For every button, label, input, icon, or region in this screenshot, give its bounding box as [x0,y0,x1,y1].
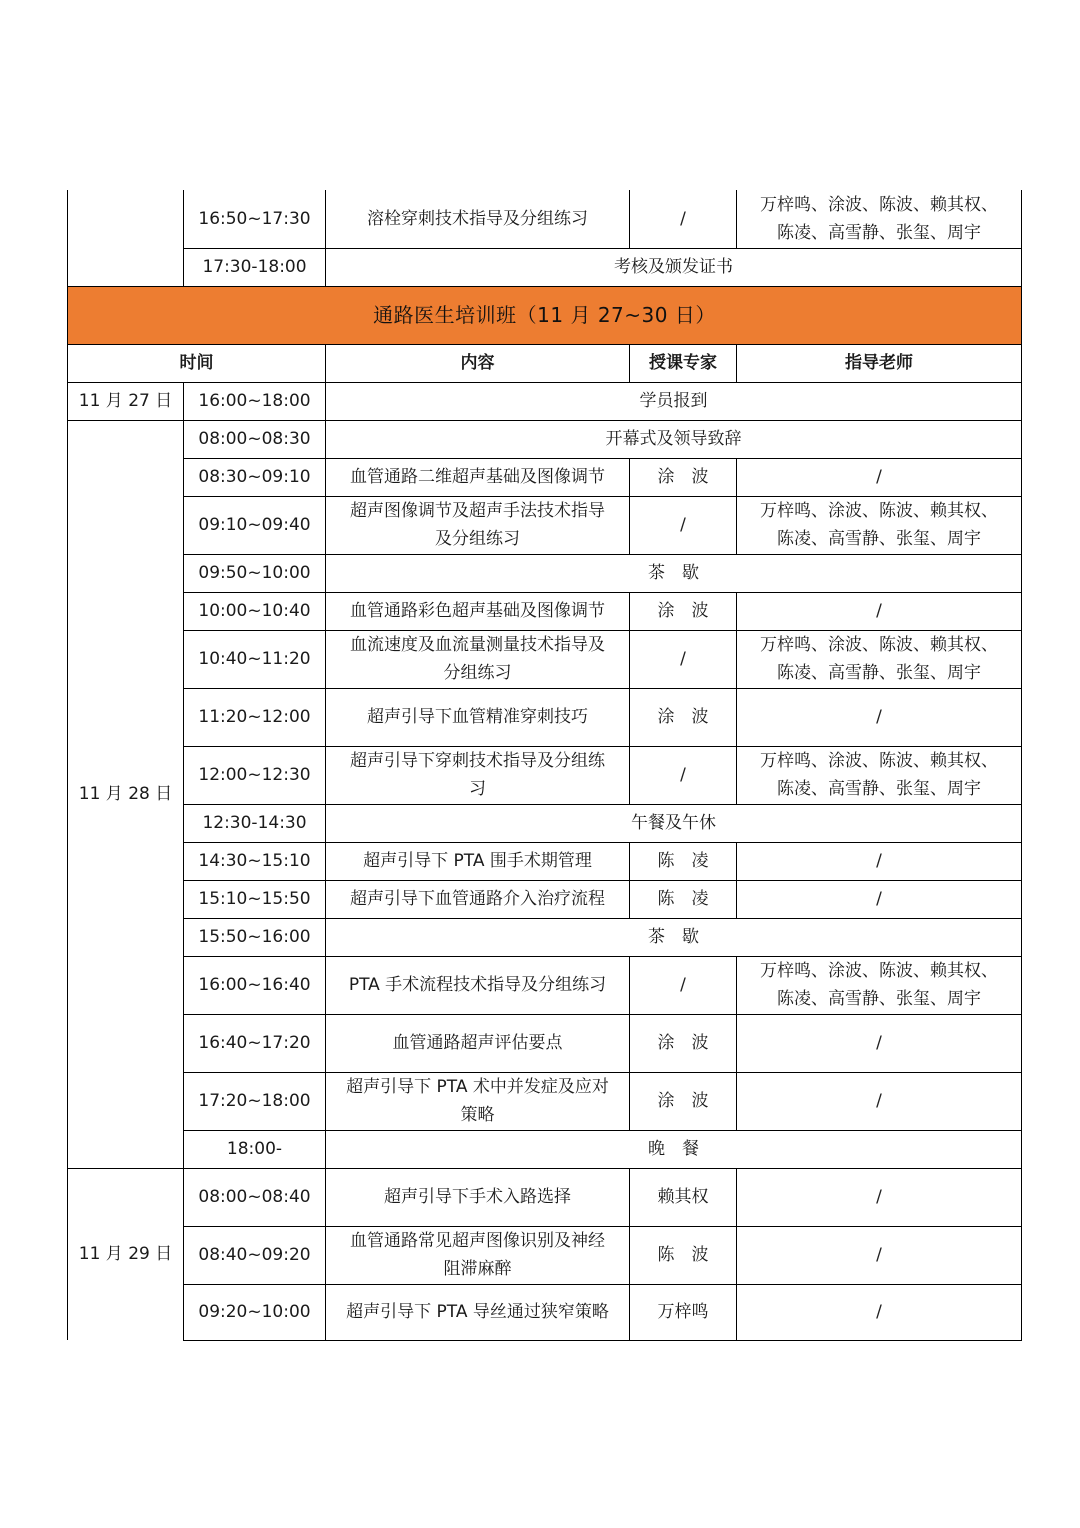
table-row [68,804,1022,842]
table-row [68,688,1022,746]
expert-cell: 万梓鸣 [630,1284,737,1340]
topic-line: 血流速度及血流量测量技术指导及 [350,635,605,655]
table-row [68,842,1022,880]
time-cell: 12:00~12:30 [184,746,326,804]
tutor-line: 陈凌、高雪静、张玺、周宇 [777,529,981,549]
tutor-cell: / [737,458,1022,496]
schedule-table [67,190,1022,1341]
topic-cell: 超声引导下 PTA 导丝通过狭窄策略 [326,1284,630,1340]
tutor-line: 万梓鸣、涂波、陈波、赖其权、 [760,635,998,655]
header-tutor: 指导老师 [737,344,1022,382]
table-row [68,1226,1022,1284]
table-row [68,1014,1022,1072]
time-cell: 08:00~08:40 [184,1168,326,1226]
time-cell: 16:00~16:40 [184,956,326,1014]
expert-cell: / [630,956,737,1014]
time-cell: 08:40~09:20 [184,1226,326,1284]
tutor-cell [737,956,1022,1014]
table-row [68,918,1022,956]
tutor-cell [737,496,1022,554]
merged-cell: 开幕式及领导致辞 [326,420,1022,458]
time-cell: 15:50~16:00 [184,918,326,956]
tutor-cell: / [737,1226,1022,1284]
topic-line: 阻滞麻醉 [443,1259,512,1279]
merged-cell: 午餐及午休 [326,804,1022,842]
topic-cell: 血管通路二维超声基础及图像调节 [326,458,630,496]
header-content: 内容 [326,344,630,382]
section-banner [68,286,1022,344]
time-cell: 16:50~17:30 [184,190,326,248]
expert-cell: / [630,190,737,248]
topic-cell: 血管通路彩色超声基础及图像调节 [326,592,630,630]
merged-cell: 考核及颁发证书 [326,248,1022,286]
date-cell-continued [68,190,184,286]
expert-cell: / [630,496,737,554]
topic-line: 血管通路常见超声图像识别及神经 [350,1231,605,1251]
tutor-cell: / [737,880,1022,918]
expert-cell: / [630,630,737,688]
expert-cell: 陈 凌 [630,842,737,880]
tutor-cell [737,630,1022,688]
time-cell: 17:30-18:00 [184,248,326,286]
expert-cell: 涂 波 [630,458,737,496]
tutor-cell: / [737,842,1022,880]
topic-cell [326,1226,630,1284]
tutor-line: 陈凌、高雪静、张玺、周宇 [777,222,981,243]
time-cell: 11:20~12:00 [184,688,326,746]
topic-cell: 超声引导下手术入路选择 [326,1168,630,1226]
tutor-cell: / [737,592,1022,630]
topic-cell: 血管通路超声评估要点 [326,1014,630,1072]
header-expert: 授课专家 [630,344,737,382]
table-row [68,458,1022,496]
table-row [68,248,1022,286]
tutor-cell [737,190,1022,248]
expert-cell: 涂 波 [630,1014,737,1072]
time-cell: 16:00~18:00 [184,382,326,420]
time-cell: 09:20~10:00 [184,1284,326,1340]
table-row [68,1284,1022,1340]
time-cell: 08:30~09:10 [184,458,326,496]
topic-cell: 超声引导下 PTA 围手术期管理 [326,842,630,880]
table-row [68,554,1022,592]
header-time: 时间 [68,344,326,382]
topic-cell: 超声引导下血管通路介入治疗流程 [326,880,630,918]
tutor-line: 万梓鸣、涂波、陈波、赖其权、 [760,194,998,215]
tutor-line: 万梓鸣、涂波、陈波、赖其权、 [760,751,998,771]
expert-cell: 涂 波 [630,592,737,630]
topic-cell: 溶栓穿刺技术指导及分组练习 [326,190,630,248]
table-row [68,420,1022,458]
time-cell: 09:50~10:00 [184,554,326,592]
table-row [68,592,1022,630]
tutor-cell: / [737,1168,1022,1226]
tutor-cell [737,746,1022,804]
topic-line: 超声引导下 PTA 术中并发症及应对 [346,1077,609,1097]
topic-line: 超声引导下穿刺技术指导及分组练 [350,751,605,771]
merged-cell: 茶 歇 [326,554,1022,592]
time-cell: 09:10~09:40 [184,496,326,554]
topic-line: 分组练习 [443,663,512,683]
tutor-cell: / [737,688,1022,746]
table-row [68,1130,1022,1168]
tutor-line: 陈凌、高雪静、张玺、周宇 [777,989,981,1009]
topic-cell [326,630,630,688]
time-cell: 18:00- [184,1130,326,1168]
tutor-cell: / [737,1072,1022,1130]
table-row [68,496,1022,554]
tutor-cell: / [737,1284,1022,1340]
table-row [68,880,1022,918]
expert-cell: 陈 波 [630,1226,737,1284]
expert-cell: 陈 凌 [630,880,737,918]
table-row [68,190,1022,248]
section-title: 通路医生培训班（11 月 27~30 日） [68,286,1022,344]
tutor-line: 陈凌、高雪静、张玺、周宇 [777,779,981,799]
date-cell: 11 月 27 日 [68,382,184,420]
time-cell: 14:30~15:10 [184,842,326,880]
expert-cell: 涂 波 [630,688,737,746]
date-cell: 11 月 28 日 [68,420,184,1168]
time-cell: 17:20~18:00 [184,1072,326,1130]
topic-cell: PTA 手术流程技术指导及分组练习 [326,956,630,1014]
time-cell: 15:10~15:50 [184,880,326,918]
tutor-line: 万梓鸣、涂波、陈波、赖其权、 [760,501,998,521]
table-row [68,1168,1022,1226]
table-header [68,344,1022,382]
merged-cell: 晚 餐 [326,1130,1022,1168]
topic-line: 策略 [460,1105,495,1125]
expert-cell: 赖其权 [630,1168,737,1226]
tutor-line: 万梓鸣、涂波、陈波、赖其权、 [760,961,998,981]
topic-cell [326,1072,630,1130]
table-row [68,1072,1022,1130]
topic-cell: 超声引导下血管精准穿刺技巧 [326,688,630,746]
table-row [68,746,1022,804]
table-row [68,956,1022,1014]
merged-cell: 学员报到 [326,382,1022,420]
time-cell: 16:40~17:20 [184,1014,326,1072]
expert-cell: / [630,746,737,804]
topic-line: 及分组练习 [435,529,520,549]
date-cell: 11 月 29 日 [68,1168,184,1340]
schedule-page [67,190,1021,1341]
topic-line: 超声图像调节及超声手法技术指导 [350,501,605,521]
tutor-cell: / [737,1014,1022,1072]
time-cell: 10:40~11:20 [184,630,326,688]
time-cell: 12:30-14:30 [184,804,326,842]
topic-cell [326,746,630,804]
expert-cell: 涂 波 [630,1072,737,1130]
merged-cell: 茶 歇 [326,918,1022,956]
time-cell: 10:00~10:40 [184,592,326,630]
table-row [68,382,1022,420]
time-cell: 08:00~08:30 [184,420,326,458]
table-row [68,630,1022,688]
tutor-line: 陈凌、高雪静、张玺、周宇 [777,663,981,683]
topic-cell [326,496,630,554]
topic-line: 习 [469,779,486,799]
